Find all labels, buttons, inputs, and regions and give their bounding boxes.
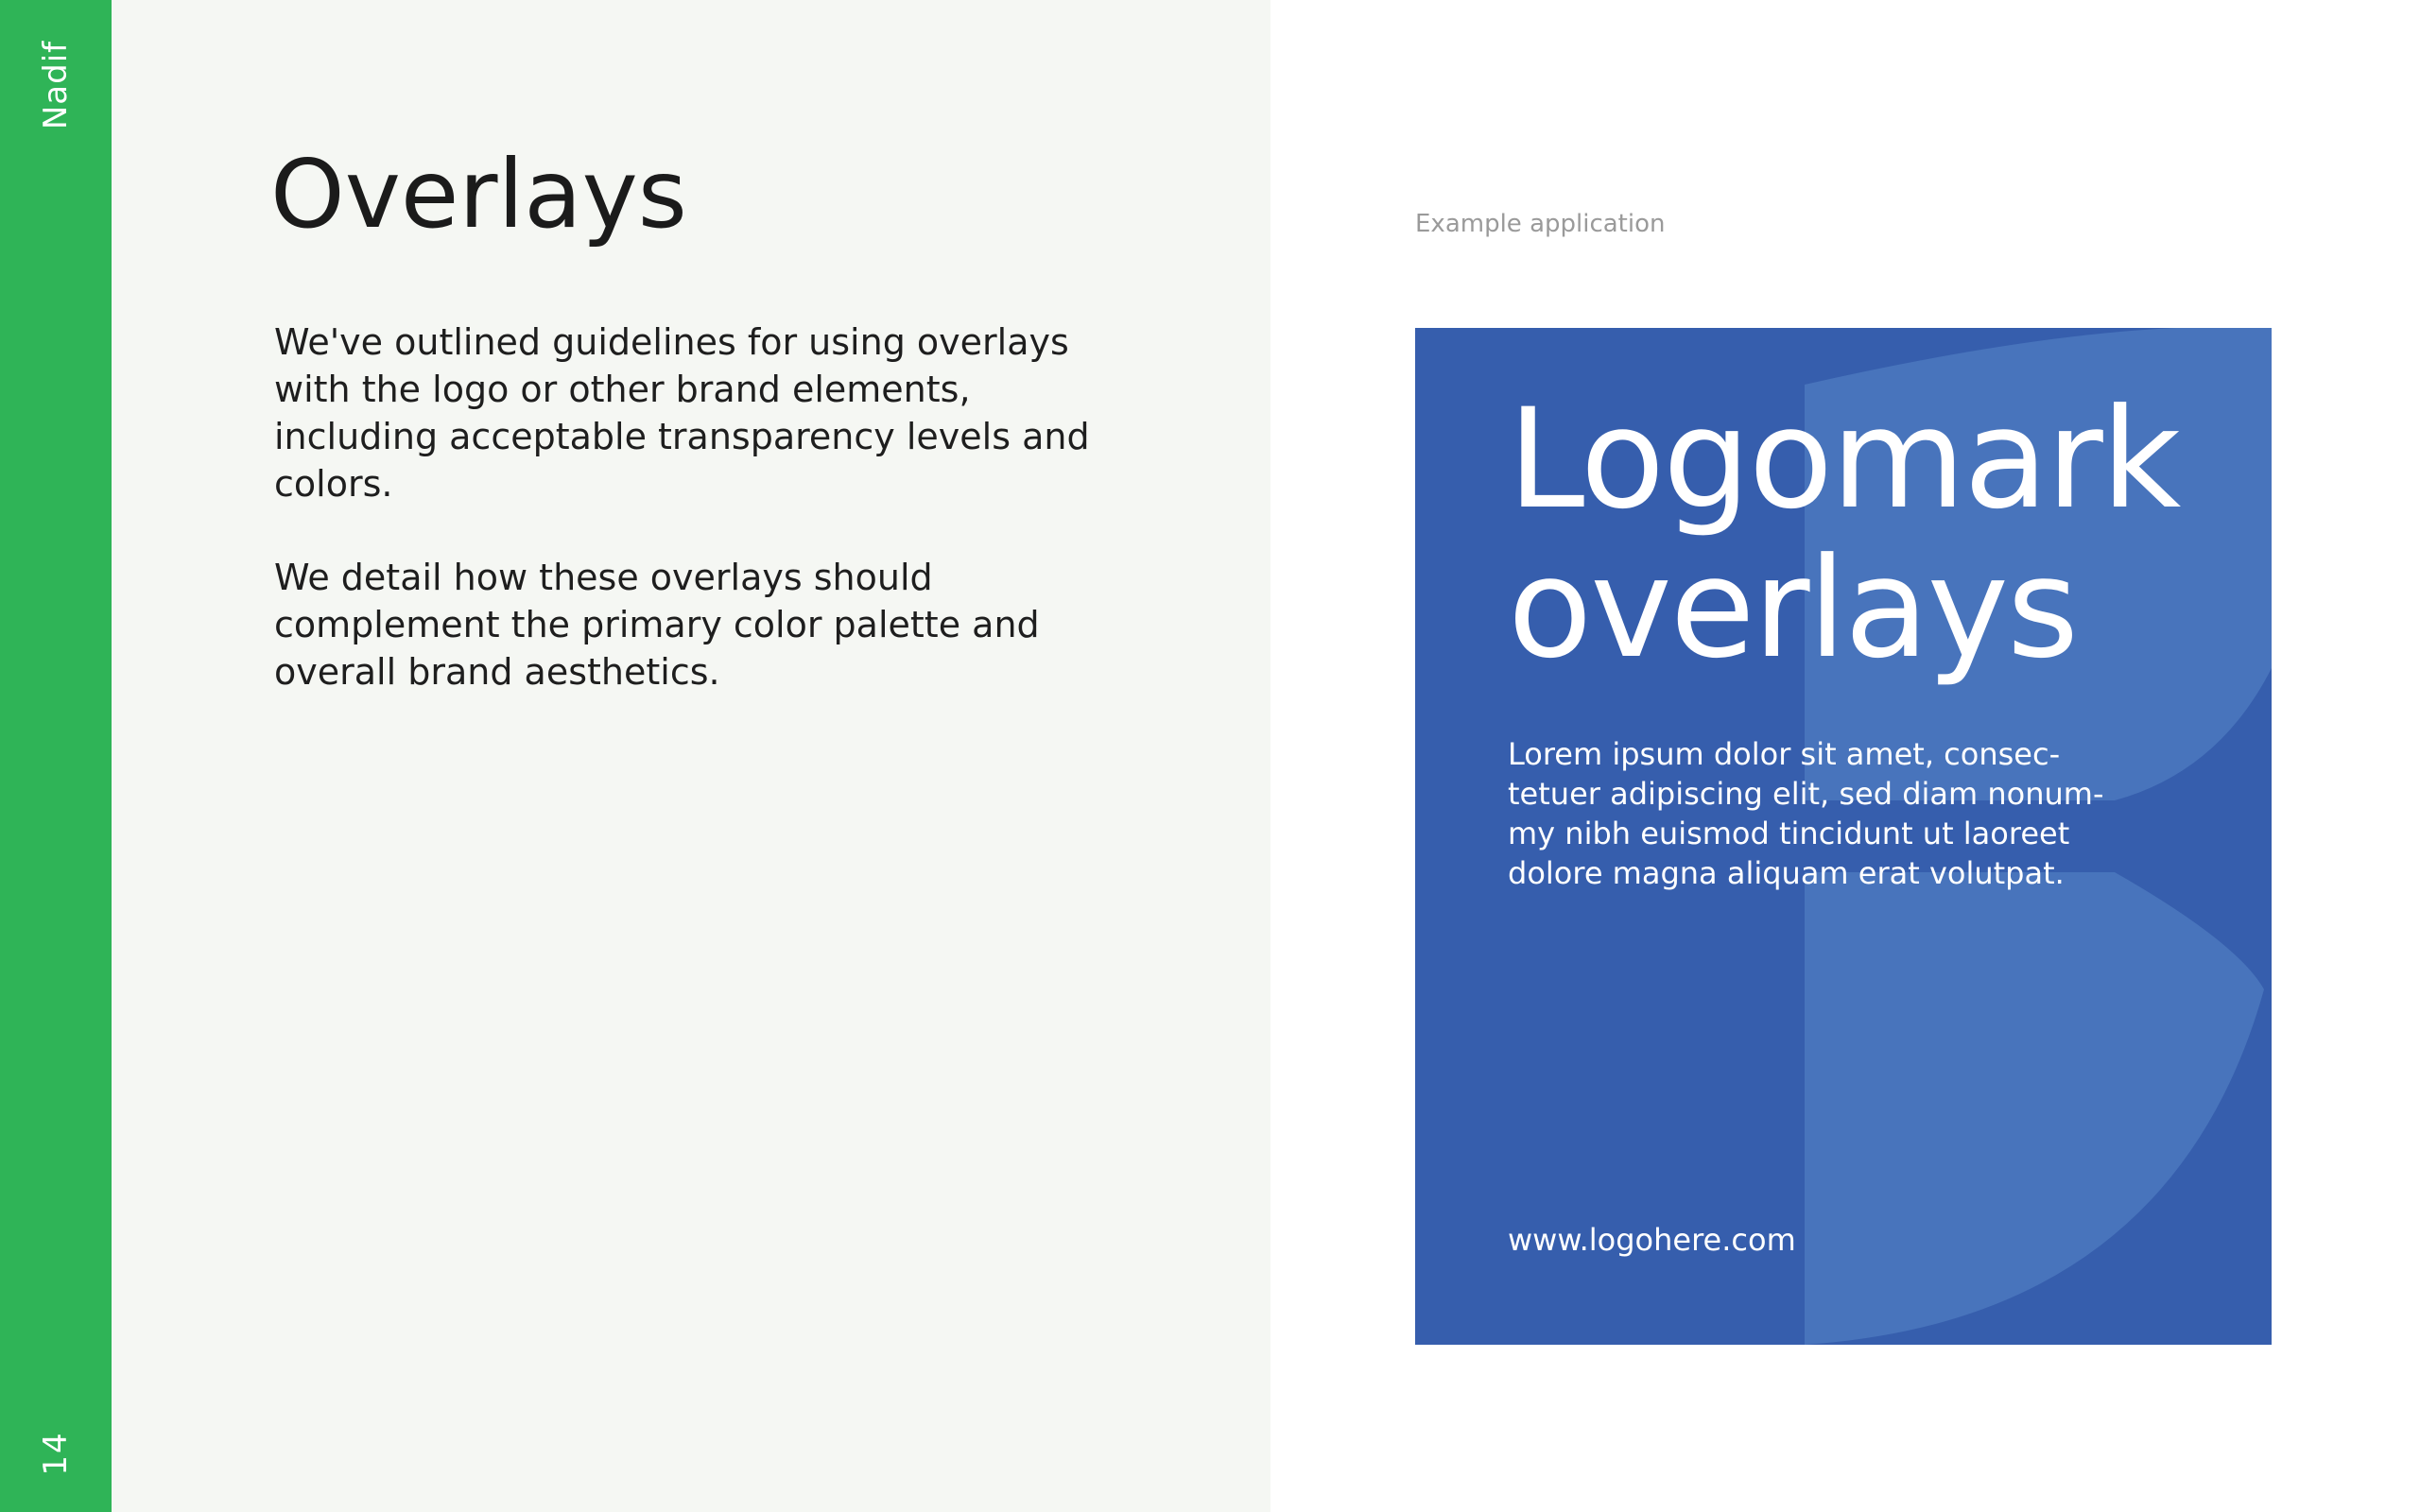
sidebar bbox=[0, 0, 112, 1512]
card-title-line-2: overlays bbox=[1508, 528, 2078, 689]
brand-name: Nadif bbox=[37, 40, 75, 130]
detail-paragraph: We detail how these overlays should complement the primary color palette and overall brand aesthetics. bbox=[274, 557, 1040, 693]
card-title bbox=[1508, 379, 2264, 689]
card-body-text: Lorem ipsum dolor sit amet, consec-tetuer adipiscing elit, sed diam nonum-my nibh euismod tincidunt ut laoreet dolore magna aliquam erat volutpat. bbox=[1508, 736, 2104, 891]
intro-paragraph: We've outlined guidelines for using overlays with the logo or other brand elements, including acceptable transparency levels and colors. bbox=[274, 321, 1090, 505]
page-title: Overlays bbox=[270, 139, 687, 249]
example-caption: Example application bbox=[1415, 210, 1666, 238]
card-url: www.logohere.com bbox=[1508, 1222, 1796, 1258]
card-title-line-1: Logomark bbox=[1508, 379, 2180, 540]
page-number: 14 bbox=[37, 1431, 75, 1476]
example-card bbox=[1415, 328, 2272, 1345]
